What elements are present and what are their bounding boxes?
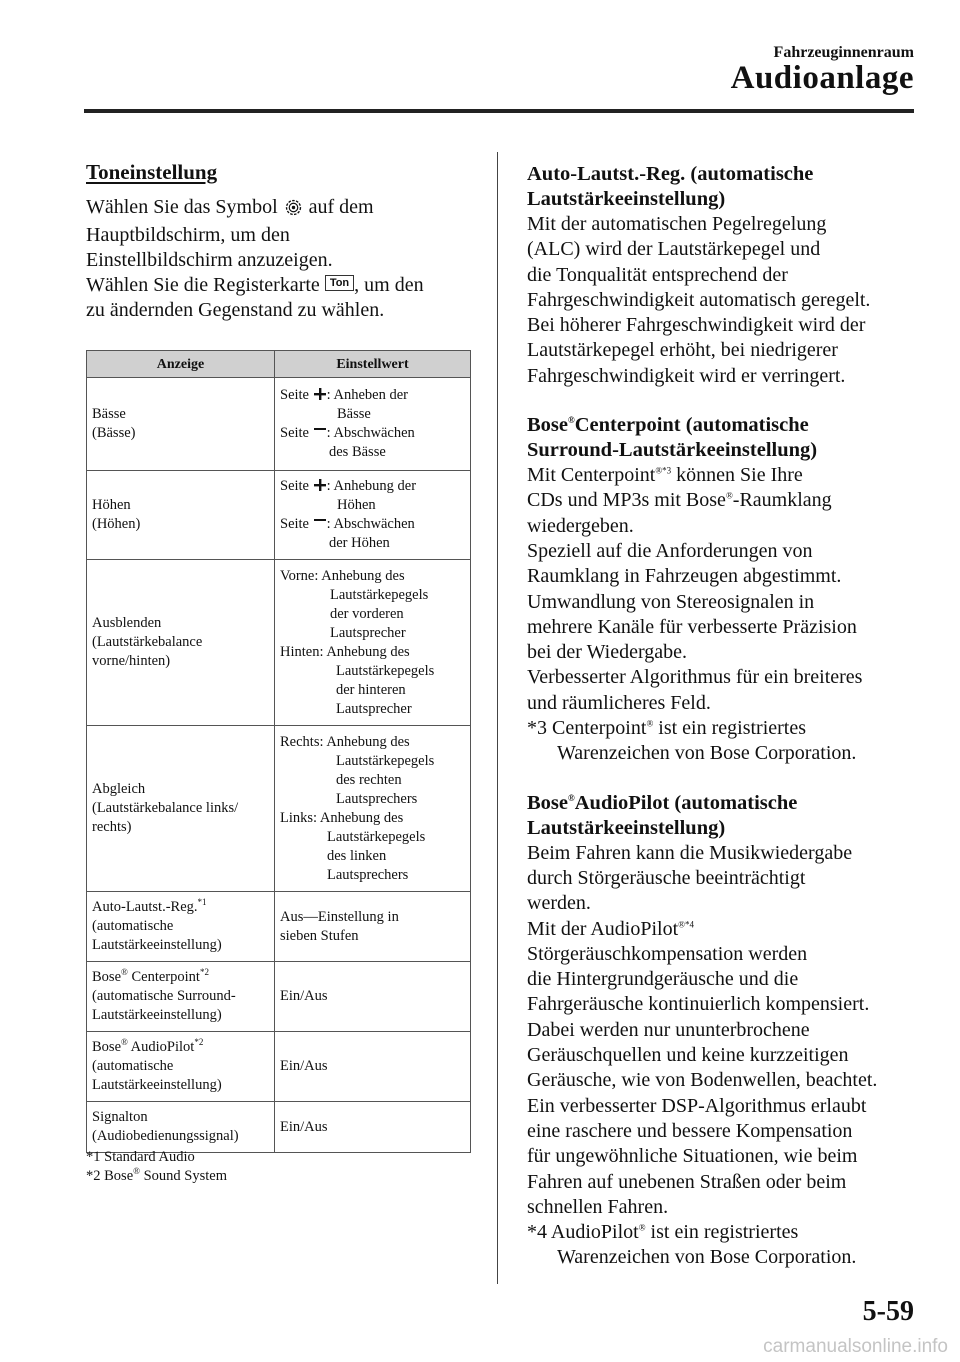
settings-table — [86, 350, 471, 1153]
display-cell: Auto-Lautst.-Reg.$^{*1}$ (automatische Lautstärkeeinstellung) — [87, 892, 275, 962]
display-cell: Abgleich (Lautstärkebalance links/ rechts) — [87, 726, 275, 892]
chapter-title: Audioanlage — [730, 60, 914, 96]
plus-icon — [313, 478, 327, 492]
display-cell: Bose® Centerpoint$^{*2}$ (automatische Surround- Lautstärkeeinstellung) — [87, 962, 275, 1032]
intro-text: Wählen Sie die Registerkarte — [86, 274, 320, 296]
minus-icon — [314, 519, 326, 521]
footnote: *1 Standard Audio — [86, 1149, 195, 1165]
table-row — [87, 1032, 471, 1102]
plus-icon — [313, 387, 327, 401]
right-column — [527, 162, 922, 1295]
column-header: Einstellwert — [275, 351, 471, 378]
table-row — [87, 962, 471, 1032]
table-row — [87, 892, 471, 962]
display-cell: Ausblenden (Lautstärkebalance vorne/hinten) — [87, 560, 275, 726]
intro-paragraph — [86, 195, 476, 323]
section-centerpoint — [527, 413, 922, 767]
intro-text: Hauptbildschirm, um den — [86, 224, 290, 246]
display-cell: Höhen (Höhen) — [87, 471, 275, 560]
value-cell: Seite : Anheben der Bässe Seite : Abschwächen des Bässe — [275, 378, 471, 471]
table-row — [87, 378, 471, 471]
section-heading: Bose®Centerpoint (automatische Surround-Lautstärkeeinstellung) — [527, 414, 818, 462]
table-row — [87, 726, 471, 892]
intro-text: auf dem — [308, 196, 374, 218]
table-row — [87, 1102, 471, 1153]
display-cell: Bose® AudioPilot$^{*2}$ (automatische Lautstärkeeinstellung) — [87, 1032, 275, 1102]
watermark: carmanualsonline.info — [763, 1336, 948, 1357]
section-body: Beim Fahren kann die Musikwiedergabe durch Störgeräusche beeinträchtigt werden. Mit der AudioPilot$^{®*4}$ Störgeräuschkompensation werden die Hintergrundgeräusche und die Fahrgeräusche kontinuierlich kompensiert. Dabei werden nur ununterbrochene Geräuschquellen und keine kurzzeitigen Geräusche, wie von Bodenwellen, beachtet. Ein verbesserter DSP-Algorithmus erlaubt eine raschere und bessere Kompensation für ungewöhnliche Situationen, wie beim Fahren auf unebenen Straßen oder beim schnellen Fahren. *4 AudioPilot® ist ein registriertes Warenzeichen von Bose Corporation. — [527, 841, 878, 1269]
section-heading: Bose®AudioPilot (automatische Lautstärkeeinstellung) — [527, 791, 798, 839]
display-cell: Signalton (Audiobedienungssignal) — [87, 1102, 275, 1153]
left-column — [86, 160, 476, 323]
gear-icon — [285, 198, 302, 223]
section-heading: Auto-Lautst.-Reg. (automatische Lautstärkeeinstellung) — [527, 163, 814, 210]
table-row — [87, 471, 471, 560]
section-body: Mit Centerpoint$^{®*3}$ können Sie Ihre CDs und MP3s mit Bose®-Raumklang wiedergeben. Speziell auf die Anforderungen von Raumklang in Fahrzeugen abgestimmt. Umwandlung von Stereosignalen in mehrere Kanäle für verbesserte Präzision bei der Wiedergabe. Verbesserter Algorithmus für ein breiteres und räumlicheres Feld. *3 Centerpoint® ist ein registriertes Warenzeichen von Bose Corporation. — [527, 464, 863, 765]
value-cell: Aus—Einstellung in sieben Stufen — [275, 892, 471, 962]
section-body: Mit der automatischen Pegelregelung (ALC) wird der Lautstärkepegel und die Tonqualität entsprechend der Fahrgeschwindigkeit automatisch geregelt. Bei höherer Fahrgeschwindigkeit wird der Lautstärkepegel erhöht, bei niedrigerer Fahrgeschwindigkeit wird er verringert. — [527, 213, 871, 387]
section-label: Fahrzeuginnenraum — [773, 44, 914, 61]
table-header-row — [87, 351, 471, 378]
section-auto-volume — [527, 162, 922, 389]
column-divider — [497, 152, 498, 1284]
section-heading: Toneinstellung — [86, 160, 218, 184]
intro-text: Wählen Sie das Symbol — [86, 196, 278, 218]
footnote: *2 Bose® Sound System — [86, 1166, 227, 1184]
value-cell: Rechts: Anhebung des Lautstärkepegels des rechten Lautsprechers Links: Anhebung des Lautstärkepegels des linken Lautsprechers — [275, 726, 471, 892]
ton-tab-key: Ton — [325, 275, 354, 291]
intro-text: Einstellbildschirm anzuzeigen. — [86, 249, 333, 271]
footnotes — [86, 1148, 227, 1186]
value-cell: Ein/Aus — [275, 1032, 471, 1102]
intro-text: , um den — [354, 274, 424, 296]
display-cell: Bässe (Bässe) — [87, 378, 275, 471]
value-cell: Vorne: Anhebung des Lautstärkepegels der vorderen Lautsprecher Hinten: Anhebung des Lautstärkepegels der hinteren Lautsprecher — [275, 560, 471, 726]
value-cell: Seite : Anhebung der Höhen Seite : Abschwächen der Höhen — [275, 471, 471, 560]
table-row — [87, 560, 471, 726]
minus-icon — [314, 428, 326, 430]
value-cell: Ein/Aus — [275, 962, 471, 1032]
section-audiopilot — [527, 791, 922, 1271]
header-rule — [84, 109, 914, 113]
column-header: Anzeige — [87, 351, 275, 378]
intro-text: zu ändernden Gegenstand zu wählen. — [86, 299, 385, 321]
page-number: 5-59 — [862, 1296, 914, 1327]
value-cell: Ein/Aus — [275, 1102, 471, 1153]
